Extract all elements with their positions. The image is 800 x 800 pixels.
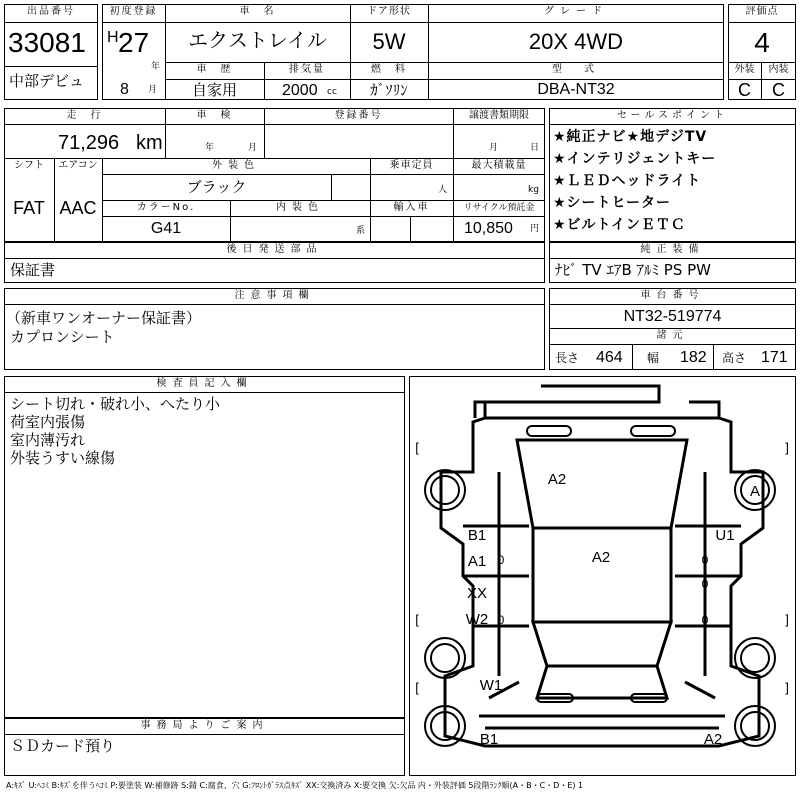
zero-mark: 0 (701, 553, 709, 567)
era: H (107, 29, 119, 46)
cc-unit: cc (327, 87, 337, 97)
debut-note: 中部デビュ (9, 72, 85, 90)
grade-value: 20X 4WD (528, 29, 624, 54)
int-color-unit: 系 (356, 226, 366, 236)
name-label: 車 名 (239, 6, 276, 17)
equipment-label: 純正装備 (640, 244, 705, 255)
office-text: ＳＤカード預り (10, 737, 116, 755)
mark-a-right-wheel: A (749, 483, 761, 500)
inspection-label: 車 検 (196, 110, 233, 121)
reg-year: 27 (118, 27, 150, 58)
mark-b1-rear-left: B1 (479, 731, 499, 748)
exterior-label: 外装 (734, 64, 755, 75)
insp-year-unit: 年 (205, 143, 215, 153)
grade-label: グレード (544, 6, 608, 17)
displacement-label: 排気量 (289, 64, 325, 75)
interior-label: 内装 (768, 64, 789, 75)
displacement-value: 2000 (282, 82, 318, 99)
ac-value: AAC (59, 198, 97, 218)
width-value: 182 (680, 349, 707, 366)
color-value: ブラック (186, 178, 247, 196)
chassis-number: NT32-519774 (623, 308, 722, 325)
followup-label: 後日発送部品 (226, 244, 323, 255)
km-unit: km (136, 132, 163, 154)
recycle-value: 10,850 (464, 220, 513, 237)
capacity-label: 乗車定員 (389, 160, 434, 171)
color-label: 外装色 (212, 160, 260, 171)
transfer-day-unit: 日 (530, 143, 540, 153)
inspector-line: シート切れ・破れ小、へたり小 (10, 395, 221, 413)
mark-a2-front: A2 (547, 471, 567, 488)
car-name: エクストレイル (188, 28, 327, 52)
length-label: 長さ (555, 351, 580, 365)
year-unit: 年 (151, 62, 161, 72)
lot-number: 33081 (8, 27, 86, 58)
model-label: 型 式 (552, 64, 600, 75)
interior-grade: C (772, 80, 785, 100)
mark-u1-right-door: U1 (715, 527, 735, 544)
reg-month: 8 (120, 81, 129, 98)
chassis-label: 車台番号 (640, 290, 705, 301)
inspector-line: 室内薄汚れ (10, 431, 86, 449)
history-label: 車 歴 (196, 64, 233, 75)
bracket: [ (415, 680, 419, 695)
insp-month-unit: 月 (248, 143, 258, 153)
int-color-label: 内装色 (276, 202, 324, 213)
legend-text: A:ｷｽﾞ U:ﾍｺﾐ B:ｷｽﾞを伴うﾍｺﾐ P:要塗装 W:補修跡 S:錆 C:腐食、穴 G:ﾌﾛﾝﾄｶﾞﾗｽ点ｷｽﾞ XX:交換済み X:要交換 欠:欠品 内・外装評価 5段階ﾗﾝｸ順(A・B・C・D・E) 1 (6, 781, 584, 790)
sales-points-label: セールスポイント (616, 110, 729, 121)
zero-mark: 0 (701, 613, 709, 627)
car-diagram (409, 376, 796, 776)
sales-point-item: ★インテリジェントキー (553, 151, 717, 167)
bracket: ] (785, 680, 789, 695)
load-label: 最大積載量 (471, 160, 527, 171)
regno-label: 登録番号 (334, 110, 383, 121)
exterior-grade: C (738, 80, 751, 100)
office-label: 事務局よりご案内 (140, 720, 269, 731)
transfer-label: 譲渡書類期限 (469, 110, 529, 121)
inspector-line: 荷室内張傷 (10, 413, 86, 431)
dims-label: 諸元 (656, 330, 689, 341)
followup-text: 保証書 (10, 261, 56, 279)
zero-mark: 0 (497, 553, 505, 567)
notes-label: 注意事項欄 (234, 290, 315, 301)
height-label: 高さ (722, 351, 747, 365)
shift-label: シフト (14, 160, 44, 171)
shift-value: FAT (13, 198, 45, 218)
zero-mark: 0 (701, 577, 709, 591)
door-value: 5W (372, 29, 406, 54)
notes-line: カプロンシート (10, 328, 115, 346)
length-value: 464 (596, 349, 623, 366)
import-label: 輸入車 (393, 202, 430, 213)
mark-w1-left-quarter: W1 (479, 677, 503, 694)
mark-a2-roof: A2 (591, 549, 611, 566)
zero-mark: 0 (497, 613, 505, 627)
mark-b1-left-door: B1 (467, 527, 487, 544)
mark-w2-left-rear: W2 (465, 611, 489, 628)
height-value: 171 (761, 349, 788, 366)
colorno-label: カラーNo. (136, 202, 196, 213)
sales-point-item: ★ビルトインＥＴＣ (553, 217, 686, 233)
ac-label: エアコン (58, 160, 98, 171)
mark-xx-left-rear: XX (466, 585, 488, 602)
sales-point-item: ★純正ナビ★地デジTV (553, 129, 708, 145)
sales-point-item: ★ＬＥＤヘッドライト (553, 173, 702, 189)
bracket: [ (415, 612, 419, 627)
model-value: DBA-NT32 (537, 81, 615, 98)
month-unit: 月 (148, 85, 158, 95)
capacity-unit: 人 (438, 185, 448, 195)
yen-unit: 円 (530, 224, 540, 234)
history-value: 自家用 (191, 81, 237, 99)
score-label: 評価点 (745, 6, 779, 17)
lot-label: 出品番号 (27, 6, 75, 17)
door-label: ドア形状 (367, 6, 411, 17)
inspector-line: 外装うすい線傷 (10, 449, 116, 467)
equipment-text: ﾅﾋﾞ TV ｴｱB ｱﾙﾐ PS PW (555, 261, 711, 279)
mileage-label: 走 行 (66, 110, 103, 121)
transfer-month-unit: 月 (489, 143, 499, 153)
bracket: ] (785, 440, 789, 455)
bracket: [ (415, 440, 419, 455)
load-unit: kg (528, 185, 539, 195)
width-label: 幅 (647, 351, 660, 365)
mark-a2-rear-right: A2 (703, 731, 723, 748)
mileage-value: 71,296 (58, 132, 120, 154)
fuel-label: 燃 料 (371, 64, 407, 75)
first-reg-label: 初度登録 (109, 6, 158, 17)
recycle-label: リサイクル預託金 (463, 203, 535, 213)
bracket: ] (785, 612, 789, 627)
inspector-label: 検査員記入欄 (156, 378, 253, 389)
sales-point-item: ★シートヒーター (553, 195, 671, 211)
colorno-value: G41 (150, 220, 182, 237)
score-value: 4 (754, 27, 770, 58)
fuel-value: ｶﾞｿﾘﾝ (370, 81, 408, 99)
notes-line: （新車ワンオーナー保証書） (6, 309, 202, 327)
mark-a1-left-door: A1 (467, 553, 487, 570)
